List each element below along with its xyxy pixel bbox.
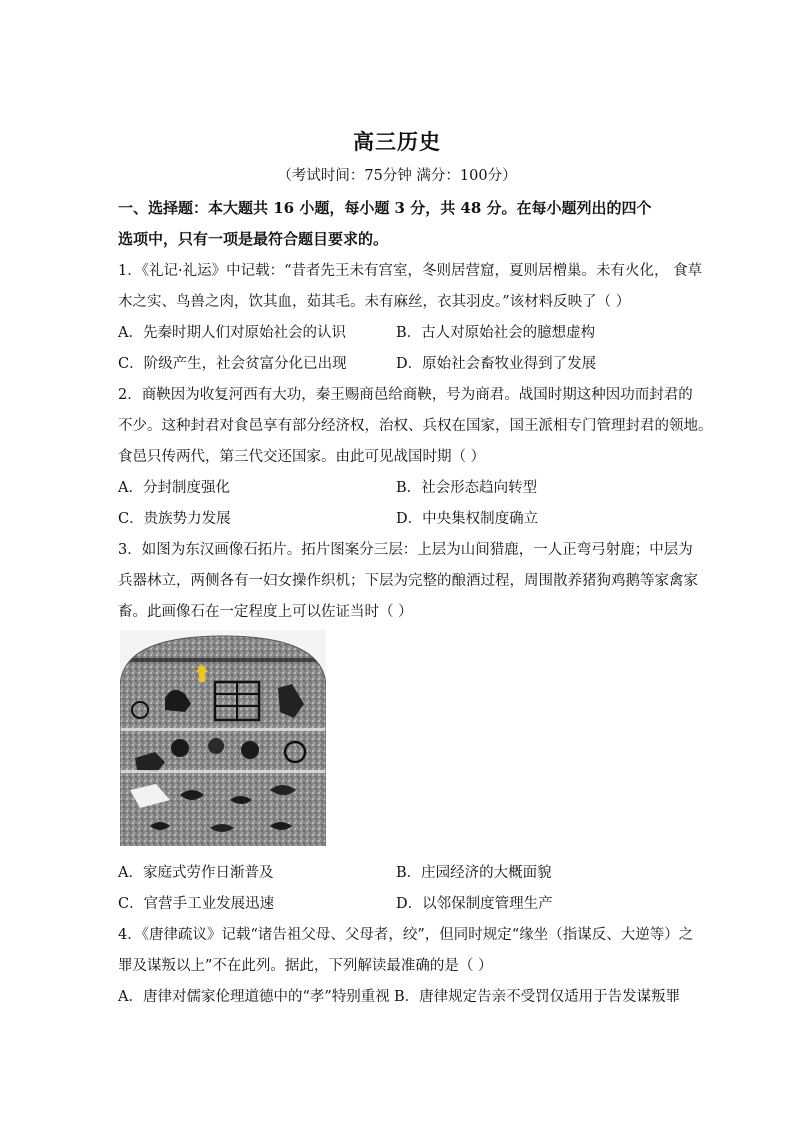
han-stone-rubbing-image	[120, 630, 326, 846]
question-2-option-c: C．贵族势力发展	[118, 511, 231, 527]
question-3-option-b: B．庄园经济的大概面貌	[396, 865, 552, 881]
question-3-line-2: 兵器林立，两侧各有一妇女操作织机；下层为完整的酿酒过程，周围散养猪狗鸡鹅等家禽家	[118, 573, 698, 589]
question-2-line-3: 食邑只传两代，第三代交还国家。由此可见战国时期（ ）	[118, 449, 486, 465]
question-2-option-b: B．社会形态趋向转型	[396, 480, 538, 496]
page-title: 高三历史	[353, 129, 441, 154]
question-2-option-a: A．分封制度强化	[118, 480, 230, 496]
question-4-line-1: 4．《唐律疏议》记载“诸告祖父母、父母者，绞”，但同时规定“缘坐（指谋反、大逆等）之	[118, 927, 694, 943]
question-3-option-d: D．以邻保制度管理生产	[396, 896, 553, 912]
question-3-line-1: 3．如图为东汉画像石拓片。拓片图案分三层：上层为山间猎鹿，一人正弯弓射鹿；中层为	[118, 542, 693, 558]
question-4-line-2: 罪及谋叛以上”不在此列。据此，下列解读最准确的是（ ）	[118, 958, 493, 974]
exam-info: （考试时间：75分钟 满分：100分）	[277, 168, 517, 184]
question-3-line-3: 畜。此画像石在一定程度上可以佐证当时（ ）	[118, 604, 413, 620]
section-heading-line-2: 选项中，只有一项是最符合题目要求的。	[118, 230, 389, 248]
question-4-option-a: A．唐律对儒家伦理道德中的“孝”特别重视	[118, 989, 390, 1005]
question-3-option-c: C．官营手工业发展迅速	[118, 896, 275, 912]
question-1-option-c: C．阶级产生，社会贫富分化已出现	[118, 356, 347, 372]
question-1-option-b: B．古人对原始社会的臆想虚构	[396, 325, 596, 341]
question-2-line-1: 2．商鞅因为收复河西有大功，秦王赐商邑给商鞅，号为商君。战国时期这种因功而封君的	[118, 387, 693, 403]
question-4-option-b: B．唐律规定告亲不受罚仅适用于告发谋叛罪	[394, 989, 681, 1005]
section-heading-line-1: 一、选择题：本大题共 16 小题，每小题 3 分，共 48 分。在每小题列出的四个	[118, 199, 652, 217]
question-2-option-d: D．中央集权制度确立	[396, 511, 539, 527]
question-1-option-d: D．原始社会畜牧业得到了发展	[396, 356, 597, 372]
question-1-line-1: 1．《礼记·礼运》中记载：“昔者先王未有宫室，冬则居营窟，夏则居橧巢。未有火化， 食草	[118, 263, 703, 279]
question-1-option-a: A．先秦时期人们对原始社会的认识	[118, 325, 346, 341]
question-3-option-a: A．家庭式劳作日渐普及	[118, 865, 274, 881]
question-1-line-2: 木之实、鸟兽之肉，饮其血，茹其毛。未有麻丝，衣其羽皮。”该材料反映了（ ）	[118, 294, 631, 310]
question-2-line-2: 不少。这种封君对食邑享有部分经济权，治权、兵权在国家，国王派相专门管理封君的领地。	[118, 418, 713, 434]
